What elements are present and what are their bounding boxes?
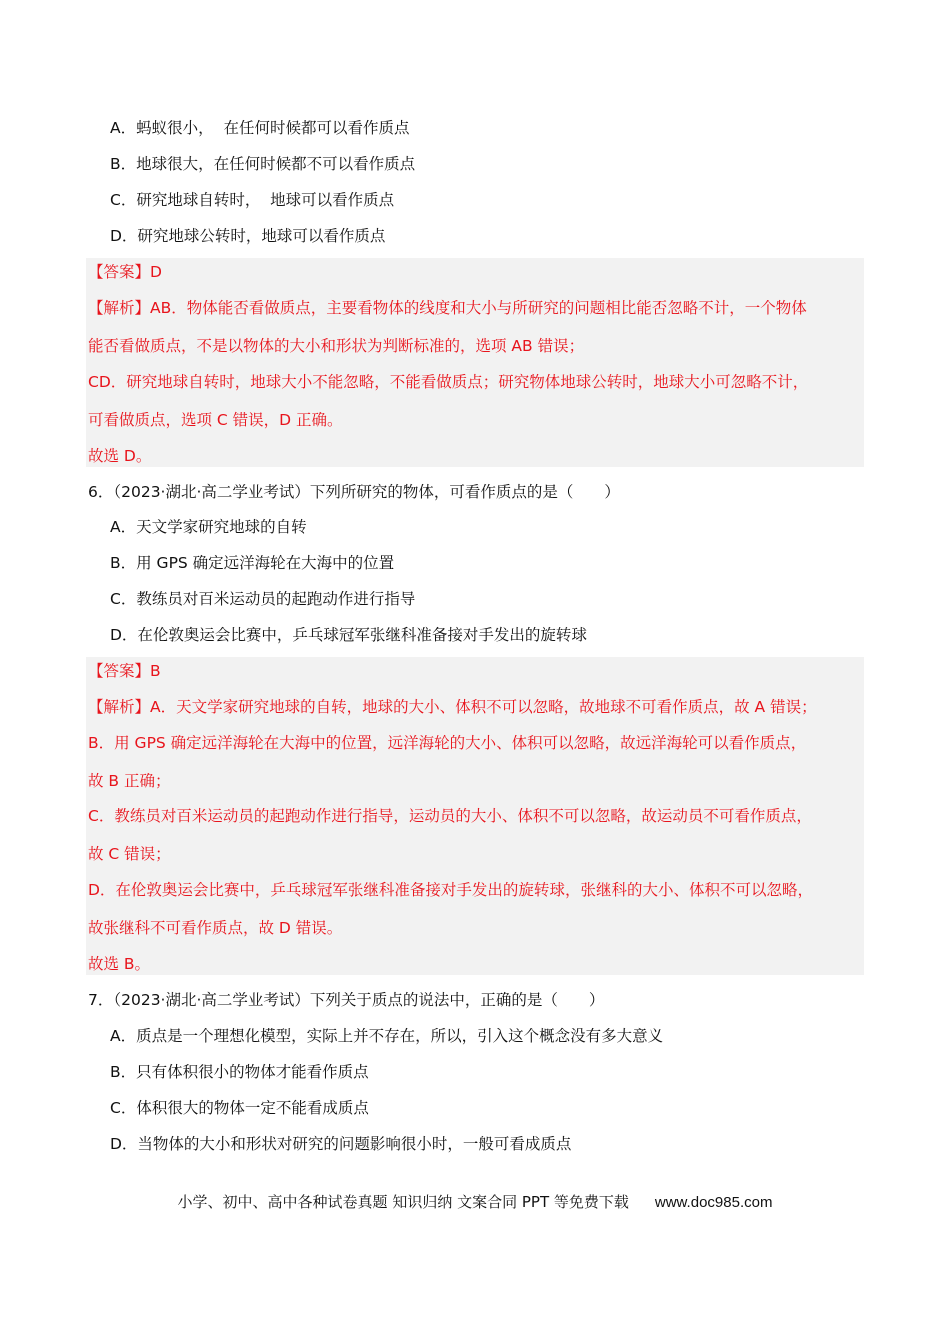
q5-option-a: A．蚂蚁很小， 在任何时候都可以看作质点 xyxy=(110,119,410,137)
q5-option-d: D．研究地球公转时，地球可以看作质点 xyxy=(110,227,386,245)
q6-analysis-line-6: D．在伦敦奥运会比赛中，乒乓球冠军张继科准备接对手发出的旋转球，张继科的大小、体积不可以忽略， xyxy=(88,881,813,899)
q5-analysis-line-5: 故选 D。 xyxy=(88,447,152,465)
q6-analysis-line-2: B．用 GPS 确定远洋海轮在大海中的位置，远洋海轮的大小、体积可以忽略，故远洋海轮可以看作质点， xyxy=(88,734,807,752)
page-footer xyxy=(0,1192,950,1213)
q6-analysis-line-8: 故选 B。 xyxy=(88,955,151,973)
q5-answer: 【答案】D xyxy=(88,263,162,281)
q7-option-b: B．只有体积很小的物体才能看作质点 xyxy=(110,1063,369,1081)
q7-stem: 7．（2023·湖北·高二学业考试）下列关于质点的说法中，正确的是（ ） xyxy=(88,991,605,1009)
q6-analysis-line-4: C．教练员对百米运动员的起跑动作进行指导，运动员的大小、体积不可以忽略，故运动员不可看作质点， xyxy=(88,807,812,825)
q6-answer: 【答案】B xyxy=(88,662,161,680)
q6-stem: 6．（2023·湖北·高二学业考试）下列所研究的物体，可看作质点的是（ ） xyxy=(88,483,620,501)
q6-option-d: D．在伦敦奥运会比赛中，乒乓球冠军张继科准备接对手发出的旋转球 xyxy=(110,626,587,644)
footer-text: 小学、初中、高中各种试卷真题 知识归纳 文案合同 PPT 等免费下载 xyxy=(177,1193,629,1211)
q5-analysis-line-4: 可看做质点，选项 C 错误，D 正确。 xyxy=(88,411,343,429)
q6-analysis-line-5: 故 C 错误； xyxy=(88,845,171,863)
q6-analysis-line-1: 【解析】A．天文学家研究地球的自转，地球的大小、体积不可以忽略，故地球不可看作质点，故 A 错误； xyxy=(88,698,817,716)
q7-option-d: D．当物体的大小和形状对研究的问题影响很小时，一般可看成质点 xyxy=(110,1135,572,1153)
q6-option-b: B．用 GPS 确定远洋海轮在大海中的位置 xyxy=(110,554,395,572)
q5-analysis-line-3: CD．研究地球自转时，地球大小不能忽略，不能看做质点；研究物体地球公转时，地球大小可忽略不计， xyxy=(88,373,809,391)
q7-option-c: C．体积很大的物体一定不能看成质点 xyxy=(110,1099,369,1117)
q5-answer-box xyxy=(86,258,864,467)
q5-analysis-line-1: 【解析】AB．物体能否看做质点，主要看物体的线度和大小与所研究的问题相比能否忽略不计，一个物体 xyxy=(88,299,807,317)
footer-site-link[interactable]: www.doc985.com xyxy=(654,1194,773,1211)
q5-option-b: B．地球很大，在任何时候都不可以看作质点 xyxy=(110,155,416,173)
q5-analysis-line-2: 能否看做质点，不是以物体的大小和形状为判断标准的，选项 AB 错误； xyxy=(88,337,585,355)
q6-option-a: A．天文学家研究地球的自转 xyxy=(110,518,307,536)
q7-option-a: A．质点是一个理想化模型，实际上并不存在，所以，引入这个概念没有多大意义 xyxy=(110,1027,664,1045)
q6-option-c: C．教练员对百米运动员的起跑动作进行指导 xyxy=(110,590,416,608)
q6-analysis-line-7: 故张继科不可看作质点，故 D 错误。 xyxy=(88,919,343,937)
q5-option-c: C．研究地球自转时， 地球可以看作质点 xyxy=(110,191,395,209)
q6-analysis-line-3: 故 B 正确； xyxy=(88,772,171,790)
